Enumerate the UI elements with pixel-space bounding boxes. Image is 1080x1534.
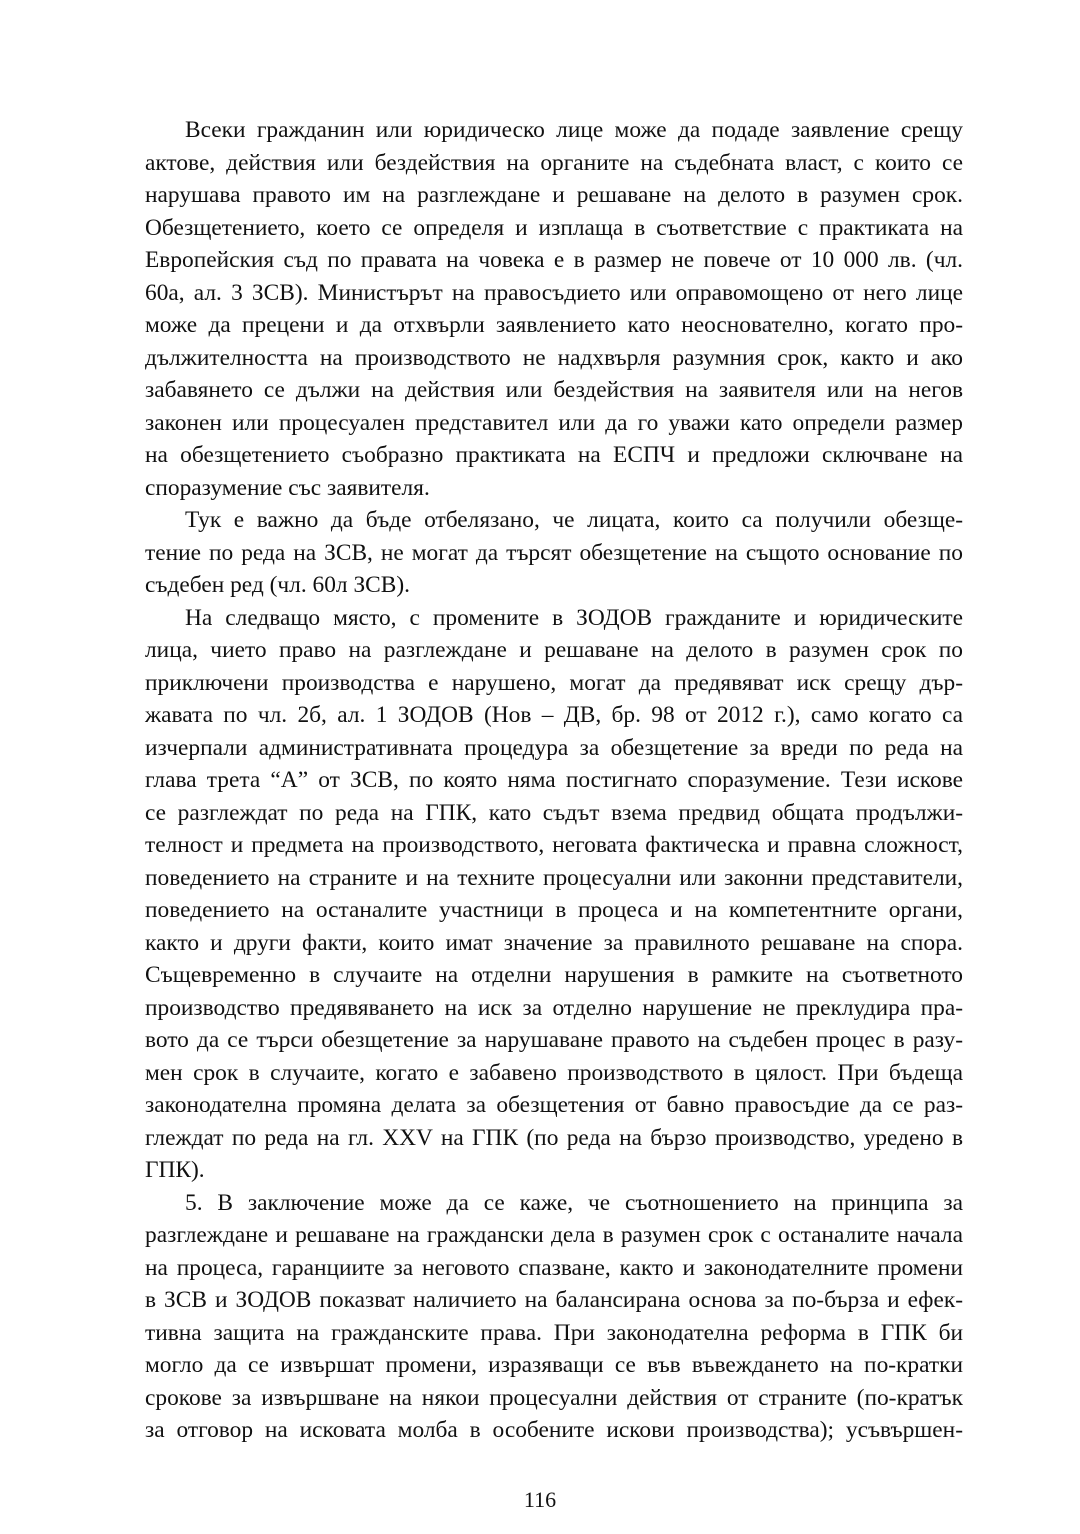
text-line: законодателна промяна делата за обезщетения от бавно правосъдие да се раз-: [145, 1092, 963, 1118]
text-line: както и други факти, които имат значение за правилното решаване на спора.: [145, 929, 963, 956]
page-number: 116: [523, 1487, 557, 1512]
text-line: жавата по чл. 2б, ал. 1 ЗОДОВ (Нов – ДВ, бр. 98 от 2012 г.), само когато са: [145, 702, 963, 728]
text-line: глава трета “А” от ЗСВ, по която няма постигнато споразумение. Тези искове: [145, 767, 963, 793]
text-line: 60а, ал. 3 ЗСВ). Министърът на правосъдието или оправомощено от него лице: [145, 279, 963, 306]
text-line: срокове за извършване на някои процесуални действия от страните (по-кратък: [145, 1384, 963, 1411]
text-line: мен срок в случаите, когато е забавено производството в цялост. При бъдеща: [145, 1059, 963, 1086]
text-line: вото да се търси обезщетение за нарушаване правото на съдебен процес в разу-: [145, 1027, 963, 1053]
text-line: актове, действия или бездействия на органите на съдебната власт, с които се: [145, 149, 963, 176]
text-line: поведението на страните и на техните процесуални или законни представители,: [145, 864, 963, 891]
text-line: забавянето се дължи на действия или бездействия на заявителя или на негов: [145, 377, 963, 403]
text-line: 5. В заключение може да се каже, че съотношението на принципа за: [185, 1189, 963, 1216]
text-line: може да прецени и да отхвърли заявлението като неоснователно, когато про-: [145, 312, 963, 338]
text-line: изчерпали административната процедура за обезщетение за вреди по реда на: [145, 734, 963, 761]
text-line: Тук е важно да бъде отбелязано, че лицата, които са получили обезще-: [185, 507, 963, 533]
paragraph-4: [145, 1187, 963, 1447]
text-line: на процеса, гаранциите за неговото спазване, както и законодателните промени: [145, 1254, 963, 1281]
text-line: тение по реда на ЗСВ, не могат да търсят обезщетение на същото основание по: [145, 539, 963, 566]
text-line: поведението на останалите участници в процеса и на компетентните органи,: [145, 897, 963, 923]
text-line: лица, чието право на разглеждане и решаване на делото в разумен срок по: [145, 637, 963, 663]
text-line: споразумение със заявителя.: [145, 474, 430, 501]
text-line: законен или процесуален представител или да го уважи като определи размер: [145, 409, 963, 436]
document-page: [145, 114, 963, 1447]
text-line: производство предявяването на иск за отделно нарушение не преклудира пра-: [145, 994, 963, 1021]
text-line: нарушава правото им на разглеждане и решаване на делото в разумен срок.: [145, 182, 963, 208]
text-line: за отговор на исковата молба в особените искови производства); усъвършен-: [145, 1417, 963, 1443]
text-line: Обезщетението, което се определя и изплаща в съответствие с практиката на: [145, 214, 963, 241]
text-line: се разглеждат по реда на ГПК, като съдът взема предвид общата продължи-: [145, 799, 963, 826]
text-line: Всеки гражданин или юридическо лице може да подаде заявление срещу: [185, 117, 963, 143]
text-line: в ЗСВ и ЗОДОВ показват наличието на балансирана основа за по-бърза и ефек-: [145, 1287, 963, 1313]
text-line: Същевременно в случаите на отделни нарушения в рамките на съответното: [145, 962, 963, 988]
text-line: На следващо място, с промените в ЗОДОВ гражданите и юридическите: [185, 604, 963, 631]
paragraph-2: [145, 504, 963, 602]
paragraph-3: [145, 602, 963, 1187]
text-line: тивна защита на гражданските права. При законодателна реформа в ГПК би: [145, 1319, 963, 1346]
paragraph-1: [145, 114, 963, 504]
text-line: ГПК).: [145, 1157, 205, 1183]
text-line: дължителността на производството не надхвърля разумния срок, както и ако: [145, 344, 963, 371]
text-line: съдебен ред (чл. 60л ЗСВ).: [145, 572, 411, 598]
text-line: Европейския съд по правата на човека е в размер не повече от 10 000 лв. (чл.: [145, 247, 963, 273]
text-line: на обезщетението съобразно практиката на ЕСПЧ и предложи сключване на: [145, 442, 963, 468]
text-line: телност и предмета на производството, неговата фактическа и правна сложност,: [145, 832, 963, 858]
text-line: приключени производства е нарушено, могат да предявяват иск срещу дър-: [145, 669, 963, 696]
text-line: разглеждане и решаване на граждански дела в разумен срок с останалите начала: [145, 1222, 963, 1248]
text-line: могло да се извършат промени, изразяващи се във въвеждането на по-кратки: [145, 1352, 963, 1378]
text-line: глеждат по реда на гл. XXV на ГПК (по реда на бързо производство, уредено в: [145, 1124, 963, 1151]
